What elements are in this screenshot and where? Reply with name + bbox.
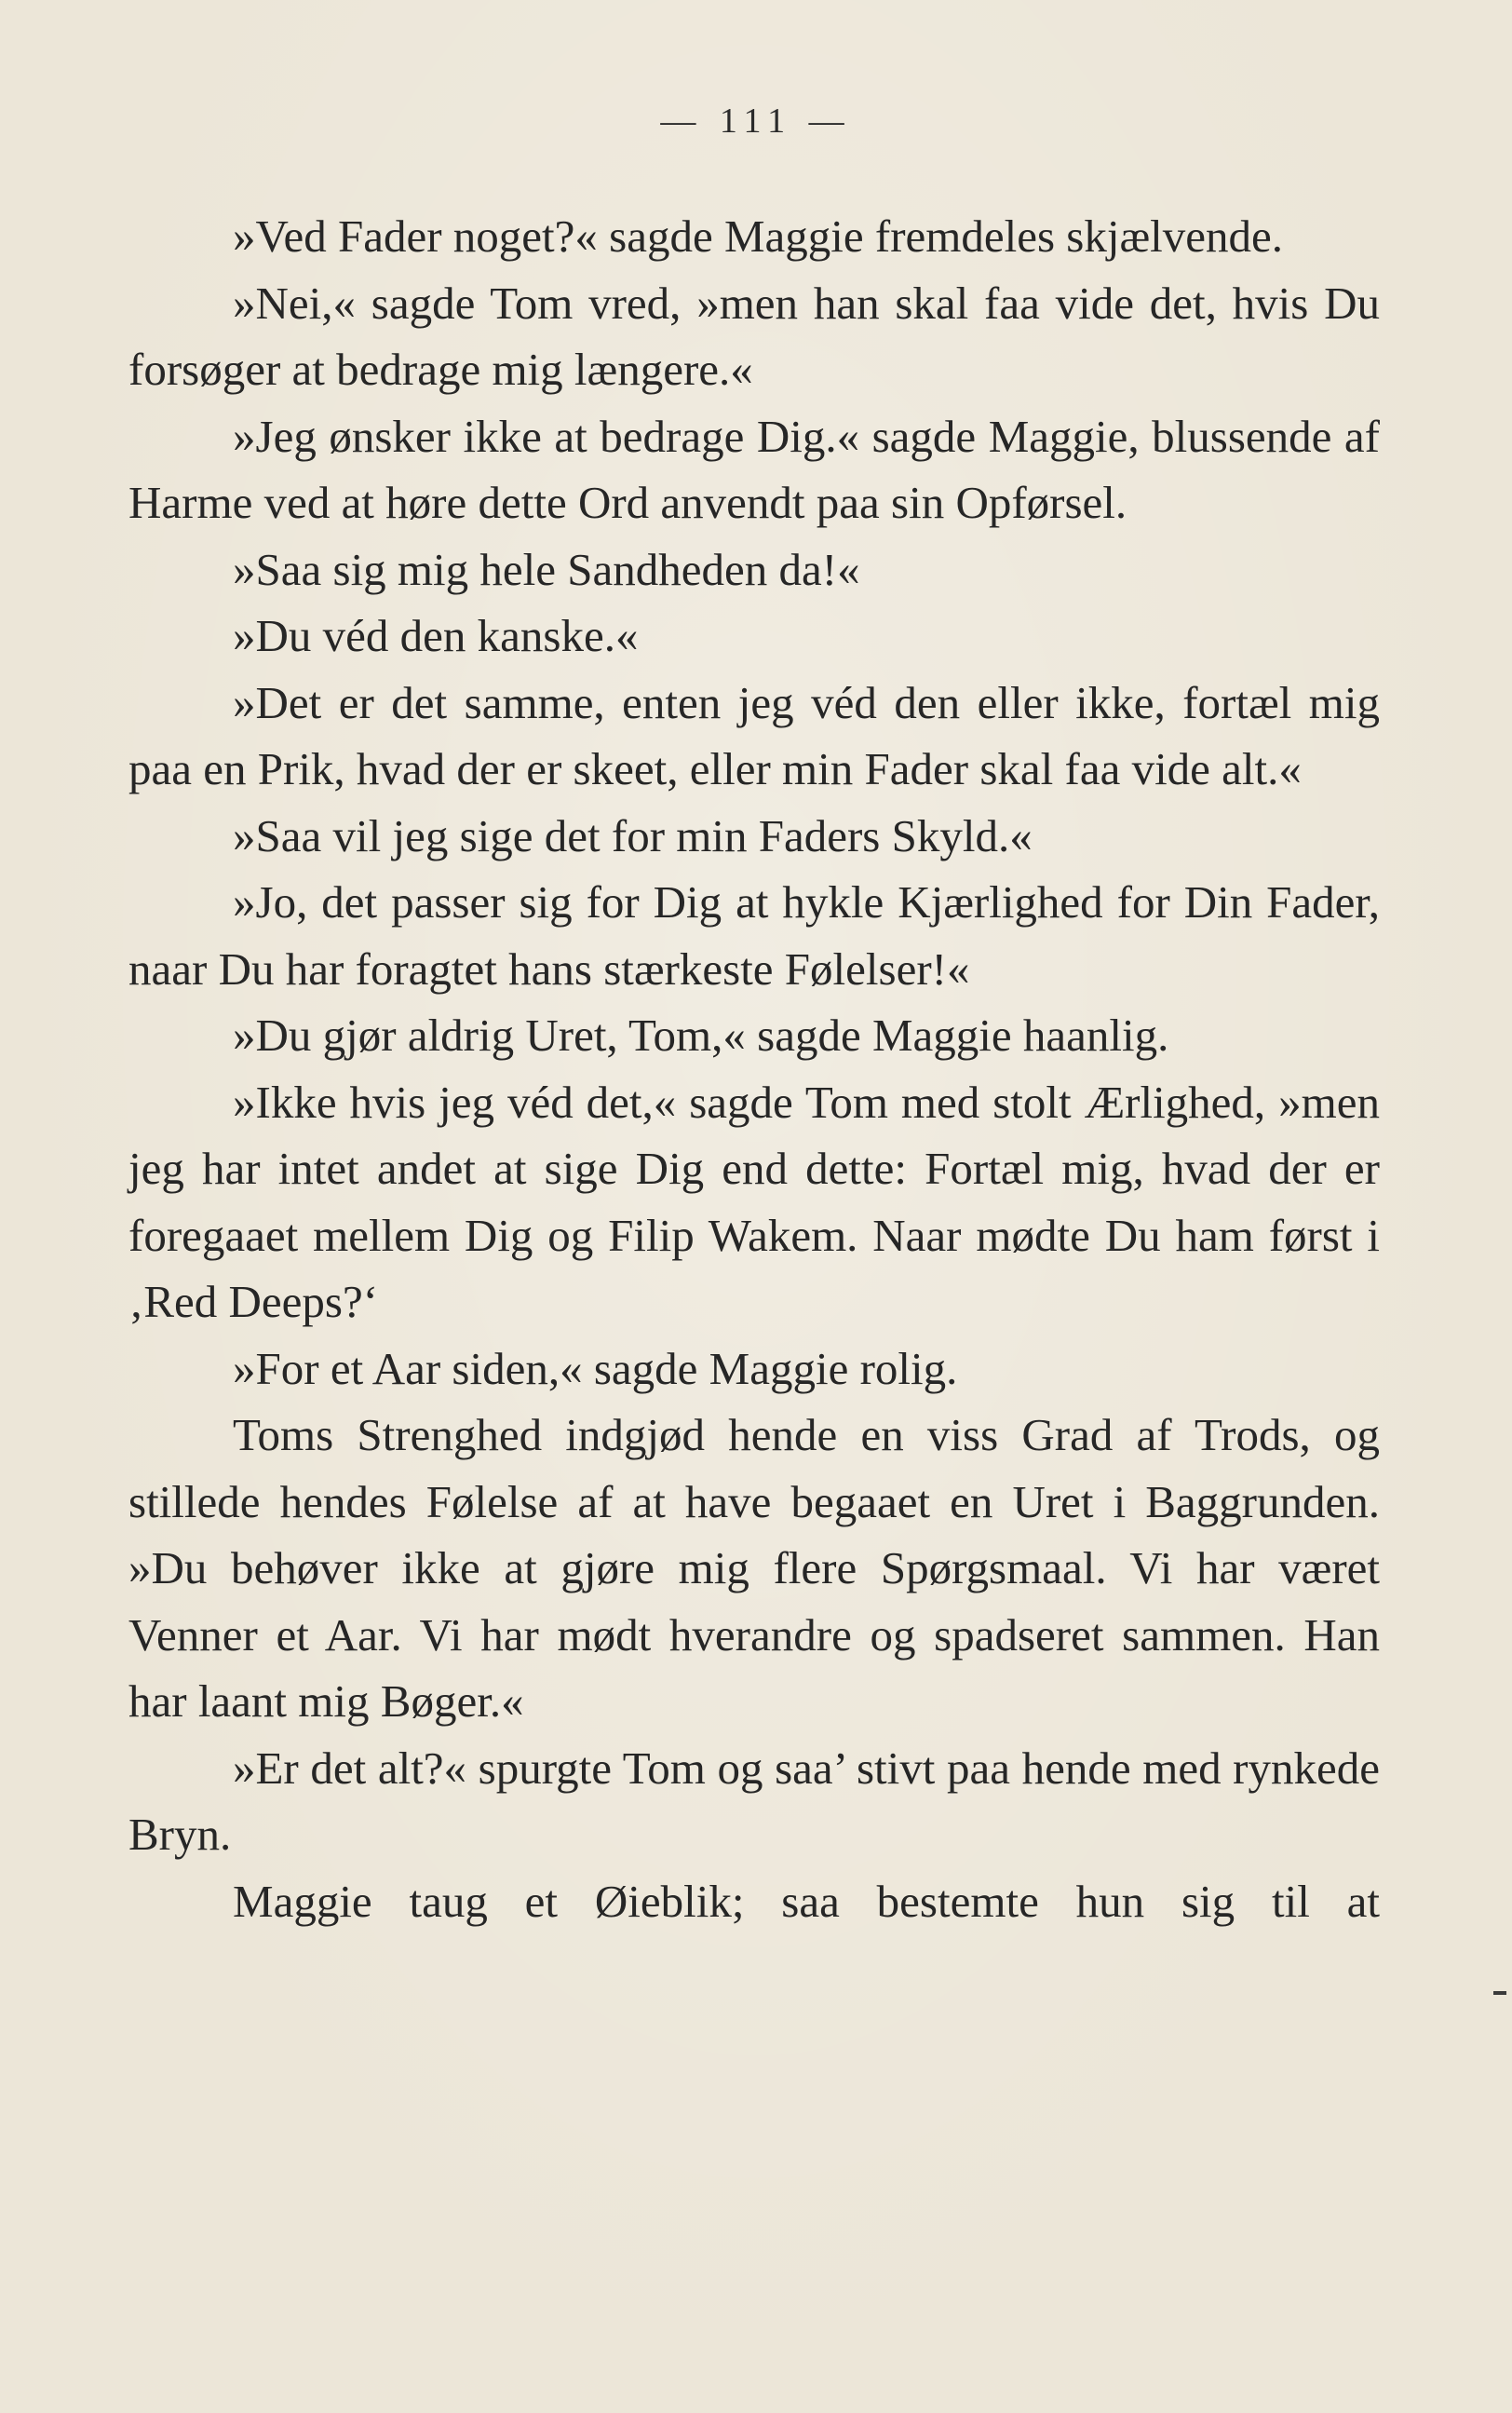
- paragraph-2: »Nei,« sagde Tom vred, »men han skal faa vide det, hvis Du forsøger at bedrage mig længere.«: [128, 277, 1380, 395]
- paragraph-12: Toms Strenghed indgjød hende en viss Grad af Trods, og stillede hendes Følelse af at have begaaet en Uret i Baggrunden. »Du behøver ikke at gjøre mig flere Spørgsmaal. Vi har været Venner et Aar. Vi har mødt hverandre og spadseret sammen. Han har laant mig Bøger.«: [128, 1409, 1380, 1727]
- edge-mark: [1493, 1991, 1506, 1995]
- paragraph-6: »Det er det samme, enten jeg véd den eller ikke, fortæl mig paa en Prik, hvad der er skeet, eller min Fader skal faa vide alt.«: [128, 676, 1380, 794]
- page-number: — 111 —: [660, 102, 852, 141]
- paragraph-3: »Jeg ønsker ikke at bedrage Dig.« sagde Maggie, blussende af Harme ved at høre dette Ord anvendt paa sin Opførsel.: [128, 410, 1380, 528]
- paragraph-4: »Saa sig mig hele Sandheden da!«: [233, 543, 860, 595]
- paragraph-8: »Jo, det passer sig for Dig at hykle Kjærlighed for Din Fader, naar Du har foragtet hans stærkeste Følelser!«: [128, 876, 1380, 995]
- paragraph-7: »Saa vil jeg sige det for min Faders Skyld.«: [233, 809, 1033, 861]
- body-text: [128, 203, 1380, 1934]
- paragraph-11: »For et Aar siden,« sagde Maggie rolig.: [233, 1342, 958, 1394]
- paragraph-10: »Ikke hvis jeg véd det,« sagde Tom med stolt Ærlighed, »men jeg har intet andet at sige Dig end dette: Fortæl mig, hvad der er foregaaet mellem Dig og Filip Wakem. Naar mødte Du ham først i ‚Red Deeps?‘: [128, 1076, 1380, 1327]
- paragraph-14: Maggie taug et Øieblik; saa bestemte hun sig til at: [233, 1875, 1380, 1927]
- paragraph-9: »Du gjør aldrig Uret, Tom,« sagde Maggie haanlig.: [233, 1010, 1169, 1061]
- paragraph-5: »Du véd den kanske.«: [233, 610, 639, 661]
- paragraph-13: »Er det alt?« spurgte Tom og saa’ stivt paa hende med rynkede Bryn.: [128, 1742, 1380, 1860]
- paragraph-1: »Ved Fader noget?« sagde Maggie fremdeles skjælvende.: [233, 210, 1284, 262]
